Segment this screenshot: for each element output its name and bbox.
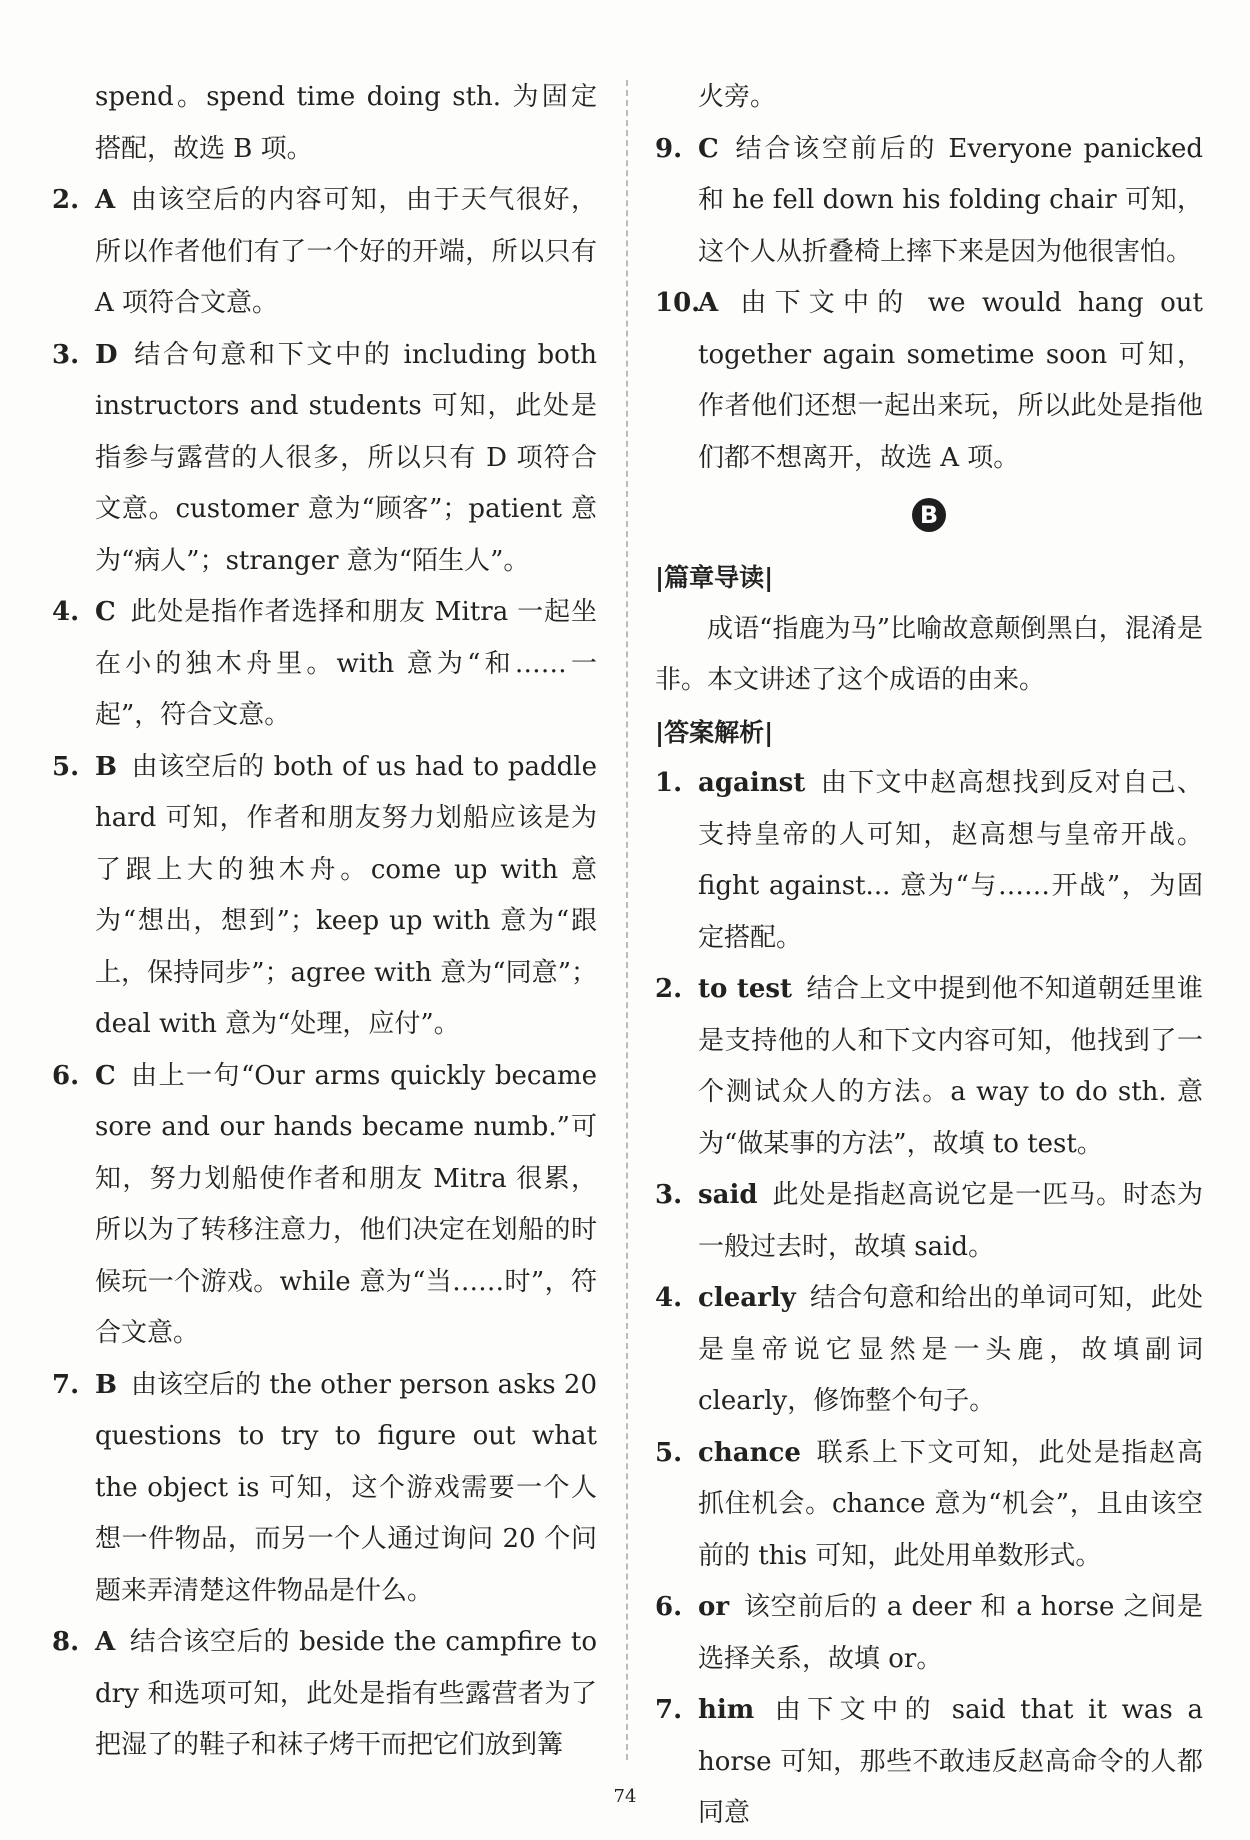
item-explanation: 此处是指作者选择和朋友 Mitra 一起坐在小的独木舟里。with 意为“和……一起”，符合文意。 [95, 597, 597, 730]
item-answer: clearly [698, 1283, 796, 1313]
answer-item [655, 1428, 1203, 1583]
item-number: 9. [655, 133, 683, 164]
item-number: 6. [655, 1592, 683, 1622]
item-answer: A [95, 185, 116, 215]
item-answer: against [698, 768, 806, 798]
item-number: 2. [52, 185, 80, 215]
section-b-badge: B [912, 498, 946, 532]
right-column [655, 72, 1203, 1840]
item-number: 7. [655, 1695, 683, 1725]
answer-item [655, 758, 1203, 964]
item-answer: A [698, 288, 719, 318]
item-number: 7. [52, 1369, 80, 1400]
item-number: 5. [52, 751, 80, 782]
answer-item [655, 1273, 1203, 1428]
item-answer: D [95, 339, 118, 370]
answer-item [52, 587, 597, 742]
item-answer: said [698, 1180, 758, 1210]
answer-item [52, 742, 597, 1051]
answer-item [655, 278, 1203, 484]
left-column [52, 72, 597, 1772]
item-number: 4. [52, 597, 80, 627]
answer-item [655, 1170, 1203, 1273]
item-number: 3. [655, 1180, 683, 1210]
answer-item [655, 124, 1203, 279]
item-answer: C [95, 1060, 116, 1091]
item-number: 8. [52, 1627, 80, 1657]
right-item-list-bottom [655, 758, 1203, 1840]
item-explanation: 由该空后的 the other person asks 20 questions to try to figure out what the object is 可知，这个游戏需要一个人想一件物品，而另一个人通过询问 20 个问题来弄清楚这件物品是什么。 [95, 1369, 597, 1606]
continuation-text: 火旁。 [698, 82, 777, 112]
item-number: 5. [655, 1437, 683, 1468]
left-item-list [52, 175, 597, 1772]
item-explanation: 由下文中的 we would hang out together again sometime soon 可知，作者他们还想一起出来玩，所以此处是指他们都不想离开，故选 A 项。 [698, 288, 1203, 473]
item-explanation: 由上一句“Our arms quickly became sore and our hands became numb.”可知，努力划船使作者和朋友 Mitra 很累，所以为了转移注意力，他们决定在划船的时候玩一个游戏。while 意为“当……时”，符合文意。 [95, 1060, 597, 1348]
item-explanation: 由下文中赵高想找到反对自己、支持皇帝的人可知，赵高想与皇帝开战。fight against... 意为“与……开战”，为固定搭配。 [698, 768, 1203, 953]
answers-heading: |答案解析| [655, 717, 774, 747]
answer-item [52, 175, 597, 330]
item-explanation: 结合该空前后的 Everyone panicked 和 he fell down his folding chair 可知，这个人从折叠椅上摔下来是因为他很害怕。 [698, 133, 1203, 267]
answer-item [655, 1582, 1203, 1685]
item-answer: C [698, 133, 719, 164]
answer-item [52, 1617, 597, 1772]
item-explanation: 结合上文中提到他不知道朝廷里谁是支持他的人和下文内容可知，他找到了一个测试众人的方法。a way to do sth. 意为“做某事的方法”，故填 to test。 [698, 974, 1203, 1159]
item-explanation: 由该空后的 both of us had to paddle hard 可知，作者和朋友努力划船应该是为了跟上大的独木舟。come up with 意为“想出，想到”；keep up with 意为“跟上，保持同步”；agree with 意为“同意”；deal with 意为“处理，应付”。 [95, 751, 597, 1039]
item-explanation: 由该空后的内容可知，由于天气很好，所以作者他们有了一个好的开端，所以只有 A 项符合文意。 [95, 185, 597, 318]
column-divider [626, 80, 628, 1760]
item-answer: A [95, 1627, 116, 1657]
right-item-list-top [655, 124, 1203, 485]
item-answer: B [95, 751, 117, 782]
item-answer: chance [698, 1437, 801, 1468]
item-number: 3. [52, 339, 80, 370]
section-marker [655, 484, 1203, 552]
answer-item [52, 1051, 597, 1360]
answer-item [52, 330, 597, 588]
item-number: 4. [655, 1283, 683, 1313]
item-explanation: 该空前后的 a deer 和 a horse 之间是选择关系，故填 or。 [698, 1592, 1203, 1674]
answer-item [655, 964, 1203, 1170]
answer-item [52, 1360, 597, 1618]
item-number: 1. [655, 768, 683, 798]
item-answer: to test [698, 974, 793, 1004]
item-explanation: 结合该空后的 beside the campfire to dry 和选项可知，此处是指有些露营者为了把湿了的鞋子和袜子烤干而把它们放到篝 [95, 1627, 597, 1760]
item-number: 10. [655, 288, 701, 318]
item-explanation: 此处是指赵高说它是一匹马。时态为一般过去时，故填 said。 [698, 1180, 1203, 1262]
item-number: 6. [52, 1060, 80, 1091]
answer-item [655, 1685, 1203, 1840]
item-explanation: 结合句意和给出的单词可知，此处是皇帝说它显然是一头鹿，故填副词 clearly，修饰整个句子。 [698, 1283, 1203, 1416]
guide-text: 成语“指鹿为马”比喻故意颠倒黑白，混淆是非。本文讲述了这个成语的由来。 [655, 613, 1203, 695]
item-number: 2. [655, 974, 683, 1004]
item-answer: C [95, 597, 116, 627]
item-answer: B [95, 1369, 117, 1400]
item-answer: or [698, 1592, 730, 1622]
item-explanation: 结合句意和下文中的 including both instructors and students 可知，此处是指参与露营的人很多，所以只有 D 项符合文意。customer 意为“顾客”；patient 意为“病人”；stranger 意为“陌生人”。 [95, 339, 597, 576]
guide-heading: |篇章导读| [655, 563, 774, 592]
item-explanation: 联系上下文可知，此处是指赵高抓住机会。chance 意为“机会”，且由该空前的 this 可知，此处用单数形式。 [698, 1437, 1203, 1571]
page-number: 74 [613, 1786, 637, 1807]
item-answer: him [698, 1695, 755, 1725]
item-explanation: 由下文中的 said that it was a horse 可知，那些不敢违反赵高命令的人都同意 [698, 1695, 1203, 1828]
continuation-text: spend。spend time doing sth. 为固定搭配，故选 B 项。 [95, 82, 597, 164]
